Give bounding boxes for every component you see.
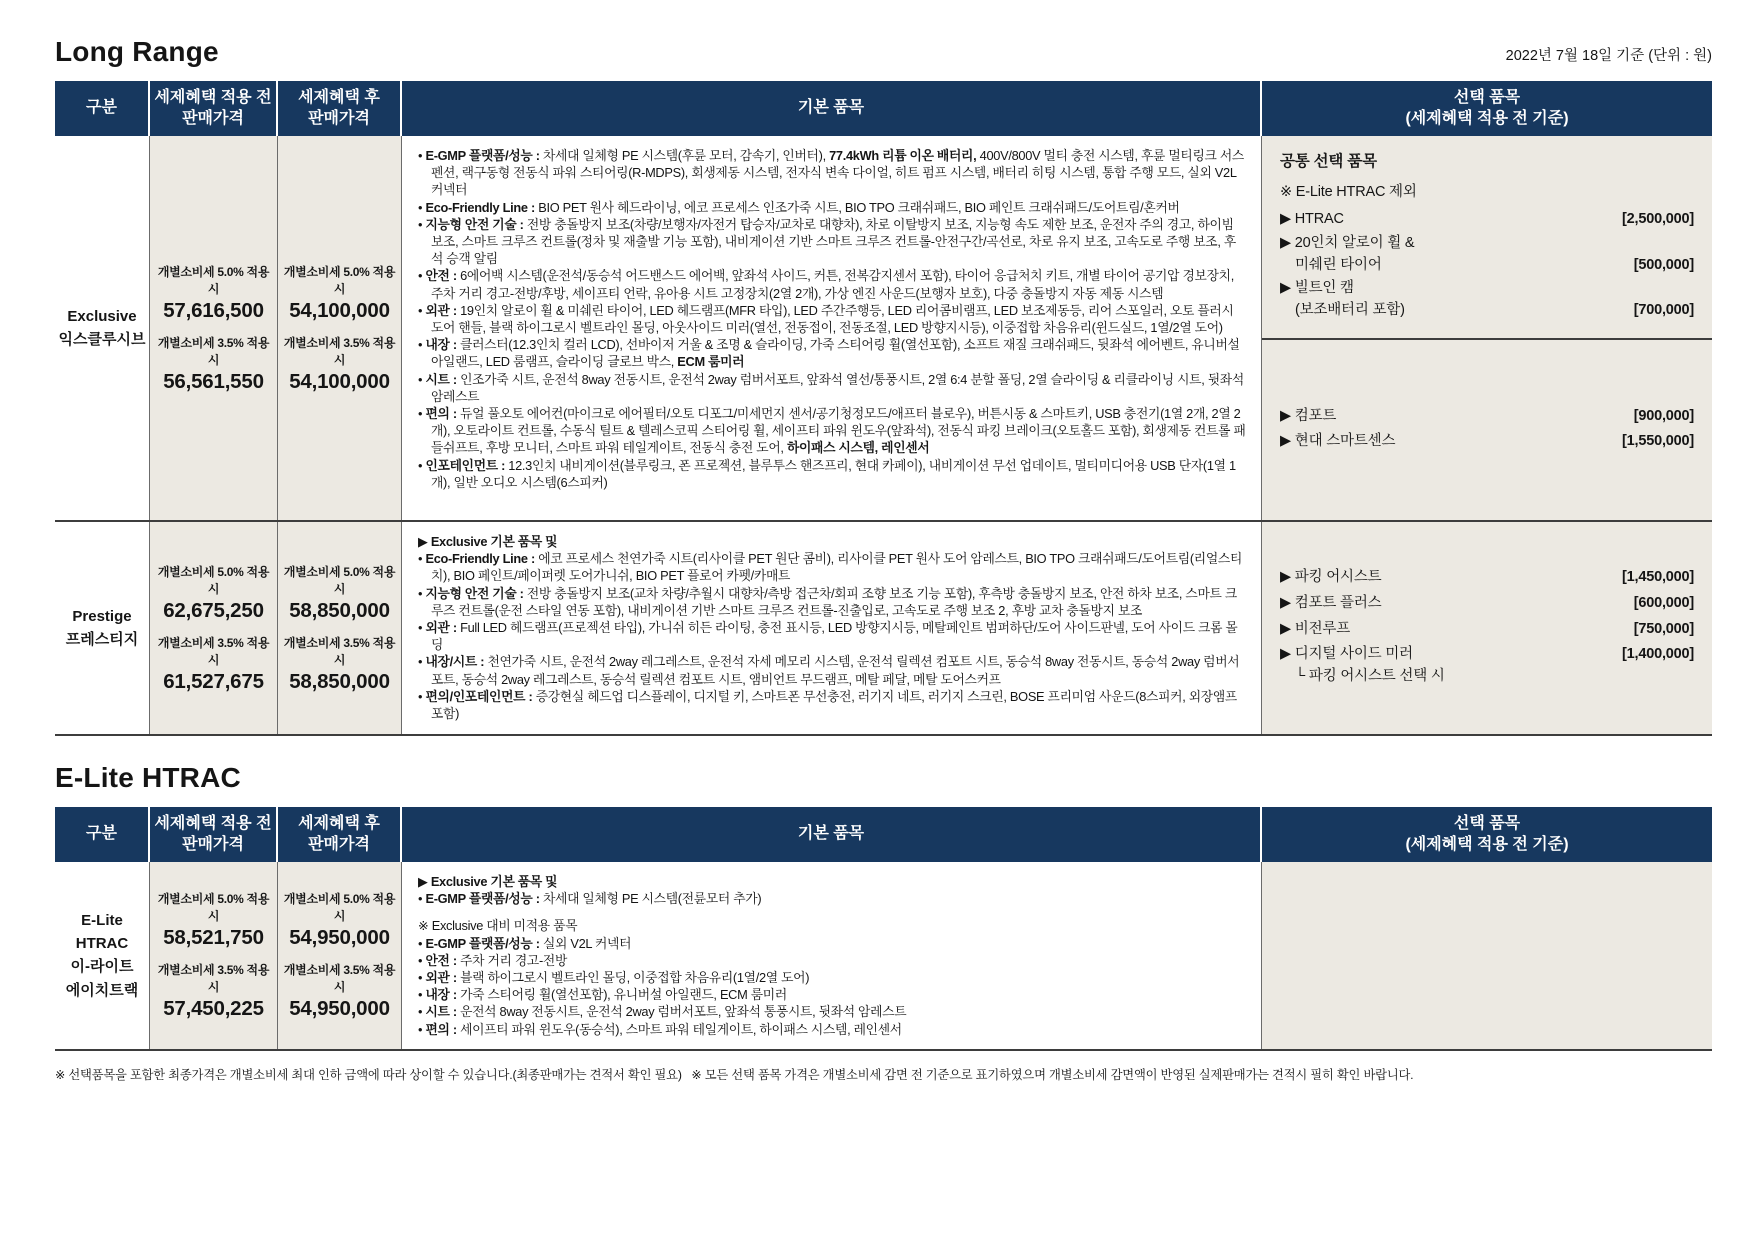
feature-line: • 안전 : 주차 거리 경고-전방 [418,952,568,968]
price-value: 61,527,675 [163,669,264,693]
table-header [55,807,1712,862]
option-item [1280,593,1694,615]
option-label: ▶ 빌트인 캠 [1280,280,1354,297]
feature-line: • 인포테인먼트 : 12.3인치 내비게이션(블루링크, 폰 프로젝션, 블루투스 핸즈프리, 현대 카페이), 내비게이션 무선 업데이트, 멀티미디어용 USB 단자(1열 1개), 일반 오디오 시스템(6스피커) [418,457,1236,490]
price-value: 58,521,750 [163,925,264,949]
price-sheet [55,0,1712,1083]
header-category: 구분 [55,81,150,136]
option-price: [900,000] [1633,407,1694,424]
price-value: 57,616,500 [163,298,264,322]
option-item [1280,278,1694,322]
feature-line: • 편의 : 듀얼 풀오토 에어컨(마이크로 에어필터/오토 디포그/미세먼지 센서/공기청정모드/애프터 블로우), 버튼시동 & 스마트키, USB 충전기(1열 2개, 2열 2개), 오토라이트 컨트롤, 수동식 틸트 & 텔레스코픽 스티어링 휠, 세이프티 파워 윈도우(앞좌석), 전동식 파킹 브레이크(오토홀드 포함), 회생제동 컨트롤 패들쉬프트, 후방 모니터, 스마트 파워 테일게이트, 전동식 충전 도어, 하이패스 시스템, 레인센서 [418,406,1246,456]
header-options: 선택 품목 (세제혜택 적용 전 기준) [1262,81,1712,136]
price-after-cell [278,136,402,520]
feature-line: • 시트 : 운전석 8way 전동시트, 운전석 2way 럼버서포트, 앞좌석 통풍시트, 뒷좌석 암레스트 [418,1004,907,1020]
feature-line: • 외관 : 블랙 하이그로시 벨트라인 몰딩, 이중접합 차음유리(1열/2열 도어) [418,970,810,986]
dot-bullet-icon: • [418,148,423,163]
option-line [1280,567,1694,589]
price-after-cell [278,862,402,1049]
dot-bullet-icon: • [418,688,423,704]
price-group [282,890,397,950]
excise-rate-label: 개별소비세 3.5% 적용 시 [283,962,396,994]
header-category: 구분 [55,807,150,862]
option-label: 미쉐린 타이어 [1295,256,1382,273]
price-value: 54,100,000 [289,369,390,393]
option-price: [1,400,000] [1622,646,1694,663]
feature-line: • E-GMP 플랫폼/성능 : 차세대 일체형 PE 시스템(후륜 모터, 감속기, 인버터), 77.4kWh 리튬 이온 배터리, 400V/800V 멀티 충전 시스템, 후륜 멀티링크 서스펜션, 랙구동형 전동식 파워 스티어링(R-MDPS), 회생제동 시스템, 전자식 변속 다이얼, 히트 펌프 시스템, 배터리 히팅 시스템, 통합 주행 모드, 실외 V2L 커넥터 [418,148,1244,198]
price-value: 62,675,250 [163,598,264,622]
price-group [154,263,273,323]
option-line [1280,619,1694,641]
option-label: ▶ 현대 스마트센스 [1280,433,1396,450]
option-line [1280,593,1694,615]
option-line [1280,278,1694,300]
feature-line: ※ Exclusive 대비 미적용 품목 [418,918,578,934]
excise-rate-label: 개별소비세 3.5% 적용 시 [283,335,396,367]
trim-name-cell [55,522,150,734]
price-group [282,961,397,1021]
price-value: 56,561,550 [163,369,264,393]
price-before-cell [150,522,278,734]
dot-bullet-icon: • [418,337,423,353]
table-body [55,136,1712,736]
table-row [55,862,1712,1049]
feature-line: • 내장 : 클러스터(12.3인치 컬러 LCD), 선바이저 거울 & 조명 & 슬라이딩, 가죽 스티어링 휠(열선포함), 소프트 재질 크래쉬패드, 뒷좌석 에어벤트, 유니버설 아일랜드, LED 룸램프, 슬라이딩 글로브 박스, ECM 룸미러 [418,337,1240,370]
base-items-cell [402,522,1262,734]
dot-bullet-icon: • [418,302,423,318]
excise-rate-label: 개별소비세 5.0% 적용 시 [283,564,396,596]
option-label: ▶ 파킹 어시스트 [1280,569,1382,586]
footer-note: ※ 선택품목을 포함한 최종가격은 개별소비세 최대 인하 금액에 따라 상이할 수 있습니다.(최종판매가는 견적서 확인 필요) ※ 모든 선택 품목 가격은 개별소비세 감면 전 기준으로 표기하였으며 개별소비세 감면액이 반영된 실제판매가는 견적시 필히 확인 바랍니다. [55,1067,1414,1082]
feature-line: • 편의 : 세이프티 파워 윈도우(동승석), 스마트 파워 테일게이트, 하이패스 시스템, 레인센서 [418,1021,902,1037]
option-label: ▶ HTRAC [1280,211,1344,227]
sections-container [55,36,1712,1051]
price-value: 54,950,000 [289,996,390,1020]
option-label: ▶ 디지털 사이드 미러 [1280,646,1413,663]
price-group [282,634,397,694]
trim-name: Prestige 프레스티지 [65,607,139,648]
feature-line: • E-GMP 플랫폼/성능 : 차세대 일체형 PE 시스템(전륜모터 추가) [418,891,762,907]
price-value: 54,950,000 [289,925,390,949]
option-line [1280,255,1694,277]
options-cell [1262,522,1712,734]
excise-rate-label: 개별소비세 5.0% 적용 시 [283,891,396,923]
excise-rate-label: 개별소비세 3.5% 적용 시 [157,635,270,667]
option-group-title: 공통 선택 품목 [1280,153,1377,170]
dot-bullet-icon: • [418,987,423,1003]
header-price_after: 세제혜택 후 판매가격 [278,81,402,136]
trim-name-cell [55,862,150,1049]
excise-rate-label: 개별소비세 5.0% 적용 시 [157,564,270,596]
dot-bullet-icon: • [418,199,423,215]
table-row [55,520,1712,734]
excise-rate-label: 개별소비세 5.0% 적용 시 [157,264,270,296]
dot-bullet-icon: • [418,654,423,670]
price-section [55,36,1712,736]
option-subnote: └ 파킹 어시스트 선택 시 [1295,668,1445,685]
option-item [1280,233,1694,277]
feature-line: • 외관 : Full LED 헤드램프(프로젝션 타입), 가니쉬 히든 라이팅, 충전 표시등, LED 방향지시등, 메탈페인트 범퍼하단/도어 사이드판넬, 도어 사이드 크롬 몰딩 [418,620,1238,653]
price-table [55,807,1712,1051]
dot-bullet-icon: • [418,952,423,968]
option-item [1280,644,1694,688]
feature-line: • Eco-Friendly Line : BIO PET 원사 헤드라이닝, 에코 프로세스 인조가죽 시트, BIO TPO 크래쉬패드, BIO 페인트 크래쉬패드/도어트림/혼커버 [418,199,1180,215]
table-row [55,136,1712,520]
option-price: [750,000] [1633,620,1694,637]
dot-bullet-icon: • [418,1004,423,1020]
excise-rate-label: 개별소비세 5.0% 적용 시 [157,891,270,923]
base-items-cell [402,136,1262,520]
feature-line: ▶ Exclusive 기본 품목 및 [418,874,558,889]
section-head [55,36,1712,68]
price-before-cell [150,136,278,520]
dot-bullet-icon: • [418,585,423,601]
option-label: ▶ 20인치 알로이 휠 & [1280,234,1415,251]
price-section [55,762,1712,1051]
option-note: ※ E-Lite HTRAC 제외 [1280,184,1417,200]
price-group [154,634,273,694]
header-price_after: 세제혜택 후 판매가격 [278,807,402,862]
triangle-bullet-icon: ▶ [418,534,428,549]
feature-line: • 내장 : 가죽 스티어링 휠(열선포함), 유니버설 아일랜드, ECM 룸미러 [418,987,787,1003]
price-value: 58,850,000 [289,598,390,622]
feature-line: • 외관 : 19인치 알로이 휠 & 미쉐린 타이어, LED 헤드램프(MFR 타입), LED 주간주행등, LED 리어콤비램프, LED 보조제동등, 리어 스포일러, 오토 플러시 도어 핸들, 블랙 하이그로시 벨트라인 몰딩, 아웃사이드 미러(열선, 전동접이, 전동조절, LED 방향지시등), 이중접합 차음유리(윈드실드, 1열/2열 도어) [418,302,1234,336]
trim-name: Exclusive 익스클루시브 [58,307,146,348]
option-item [1280,619,1694,641]
options-cell [1262,136,1712,520]
option-line [1280,233,1694,255]
triangle-bullet-icon: ▶ [418,874,428,889]
table-header [55,81,1712,136]
header-price_before: 세제혜택 적용 전 판매가격 [150,807,278,862]
feature-line: • 시트 : 인조가죽 시트, 운전석 8way 전동시트, 운전석 2way 럼버서포트, 앞좌석 열선/통풍시트, 2열 6:4 분할 폴딩, 2열 슬라이딩 & 리클라이닝 시트, 뒷좌석 암레스트 [418,371,1244,404]
option-label: ▶ 컴포트 [1280,407,1337,424]
feature-line: • 지능형 안전 기술 : 전방 충돌방지 보조(차량/보행자/자전거 탑승자/교차로 대향차), 차로 이탈방지 보조, 지능형 속도 제한 보조, 운전자 주의 경고, 하이빔 보조, 스마트 크루즈 컨트롤(정차 및 재출발 기능 포함), 내비게이션 기반 스마트 크루즈 컨트롤-안전구간/곡선로, 차로 유지 보조, 고속도로 주행 보조, 후석 승객 알림 [418,216,1236,267]
dot-bullet-icon: • [418,935,423,951]
price-value: 54,100,000 [289,298,390,322]
option-block [1262,338,1712,520]
option-line [1280,300,1694,322]
dot-bullet-icon: • [418,457,423,473]
price-group [154,334,273,394]
dot-bullet-icon: • [418,620,423,636]
price-group [154,890,273,950]
feature-line: • 편의/인포테인먼트 : 증강현실 헤드업 디스플레이, 디지털 키, 스마트폰 무선충전, 러기지 네트, 러기지 스크린, BOSE 프리미엄 사운드(8스피커, 외장앰프 포함) [418,688,1237,722]
dot-bullet-icon: • [418,1021,423,1037]
option-price: [700,000] [1633,302,1694,318]
option-price: [2,500,000] [1622,211,1694,227]
feature-line: • 지능형 안전 기술 : 전방 충돌방지 보조(교차 차량/추월시 대향차/측방 접근차/회피 조향 보조 기능 포함), 후측방 충돌방지 보조, 안전 하차 보조, 스마트 크루즈 컨트롤(운전 스타일 연동 포함), 내비게이션 기반 스마트 크루즈 컨트롤-진출입로, 고속도로 주행 보조 2, 후방 교차 충돌방지 보조 [418,585,1237,618]
price-after-cell [278,522,402,734]
header-base: 기본 품목 [402,81,1262,136]
option-item [1280,406,1694,428]
excise-rate-label: 개별소비세 3.5% 적용 시 [157,962,270,994]
option-line [1280,644,1694,666]
feature-line: ▶ Exclusive 기본 품목 및 [418,534,558,549]
option-price: [1,450,000] [1622,569,1694,586]
option-line [1280,431,1694,453]
dot-bullet-icon: • [418,268,423,284]
header-base: 기본 품목 [402,807,1262,862]
price-table [55,81,1712,736]
section-head [55,762,1712,794]
dot-bullet-icon: • [418,406,423,422]
option-item [1280,431,1694,453]
option-item [1280,567,1694,589]
reference-mark-icon: ※ [418,918,429,934]
option-price: [500,000] [1633,256,1694,273]
excise-rate-label: 개별소비세 5.0% 적용 시 [283,264,396,296]
section-title: Long Range [55,36,219,67]
price-value: 57,450,225 [163,996,264,1020]
option-line [1280,406,1694,428]
feature-line: • E-GMP 플랫폼/성능 : 실외 V2L 커넥터 [418,935,632,951]
dot-bullet-icon: • [418,551,423,567]
header-options: 선택 품목 (세제혜택 적용 전 기준) [1262,807,1712,862]
trim-name-cell [55,136,150,520]
header-price_before: 세제혜택 적용 전 판매가격 [150,81,278,136]
dot-bullet-icon: • [418,216,423,232]
excise-rate-label: 개별소비세 3.5% 적용 시 [283,635,396,667]
base-items-cell [402,862,1262,1049]
option-label: ▶ 컴포트 플러스 [1280,594,1382,611]
price-group [282,563,397,623]
option-line [1280,209,1694,231]
date-note: 2022년 7월 18일 기준 (단위 : 원) [1505,48,1712,64]
price-group [154,961,273,1021]
option-label: (보조배터리 포함) [1295,302,1405,318]
feature-line: • Eco-Friendly Line : 에코 프로세스 천연가죽 시트(리사이클 PET 원단 콤비), 리사이클 PET 원사 도어 암레스트, BIO TPO 크래쉬패드/도어트림(리얼스티치), BIO 페인트/페이퍼렛 도어가니쉬, BIO PET 플로어 카펫/카매트 [418,551,1243,584]
trim-name: E-Lite HTRAC 이-라이트 에이치트랙 [65,911,139,999]
option-block [1262,136,1712,338]
option-price: [1,550,000] [1622,433,1694,450]
price-before-cell [150,862,278,1049]
table-body [55,862,1712,1051]
options-cell [1262,862,1712,1049]
price-group [282,334,397,394]
price-value: 58,850,000 [289,669,390,693]
option-price: [600,000] [1633,594,1694,611]
dot-bullet-icon: • [418,371,423,387]
feature-line: • 안전 : 6에어백 시스템(운전석/동승석 어드밴스드 에어백, 앞좌석 사이드, 커튼, 전복감지센서 포함), 타이어 응급처치 키트, 개별 타이어 공기압 경보장치, 주차 거리 경고-전방/후방, 세이프티 언락, 유아용 시트 고정장치(2열 2개), 가상 엔진 사운드(보행자 보호), 다중 충돌방지 자동 제동 시스템 [418,268,1234,301]
dot-bullet-icon: • [418,970,423,986]
option-label: ▶ 비전루프 [1280,620,1351,637]
section-title: E-Lite HTRAC [55,762,241,793]
feature-line: • 내장/시트 : 천연가죽 시트, 운전석 2way 레그레스트, 운전석 자세 메모리 시스템, 운전석 릴렉션 컴포트 시트, 동승석 8way 전동시트, 동승석 2way 럼버서포트, 동승석 2way 레그레스트, 동승석 릴렉션 컴포트 시트, 앰비언트 무드램프, 메탈 페달, 메탈 도어스커프 [418,654,1240,687]
option-block [1262,522,1712,734]
price-group [282,263,397,323]
price-group [154,563,273,623]
option-item [1280,209,1694,231]
excise-rate-label: 개별소비세 3.5% 적용 시 [157,335,270,367]
dot-bullet-icon: • [418,891,423,907]
